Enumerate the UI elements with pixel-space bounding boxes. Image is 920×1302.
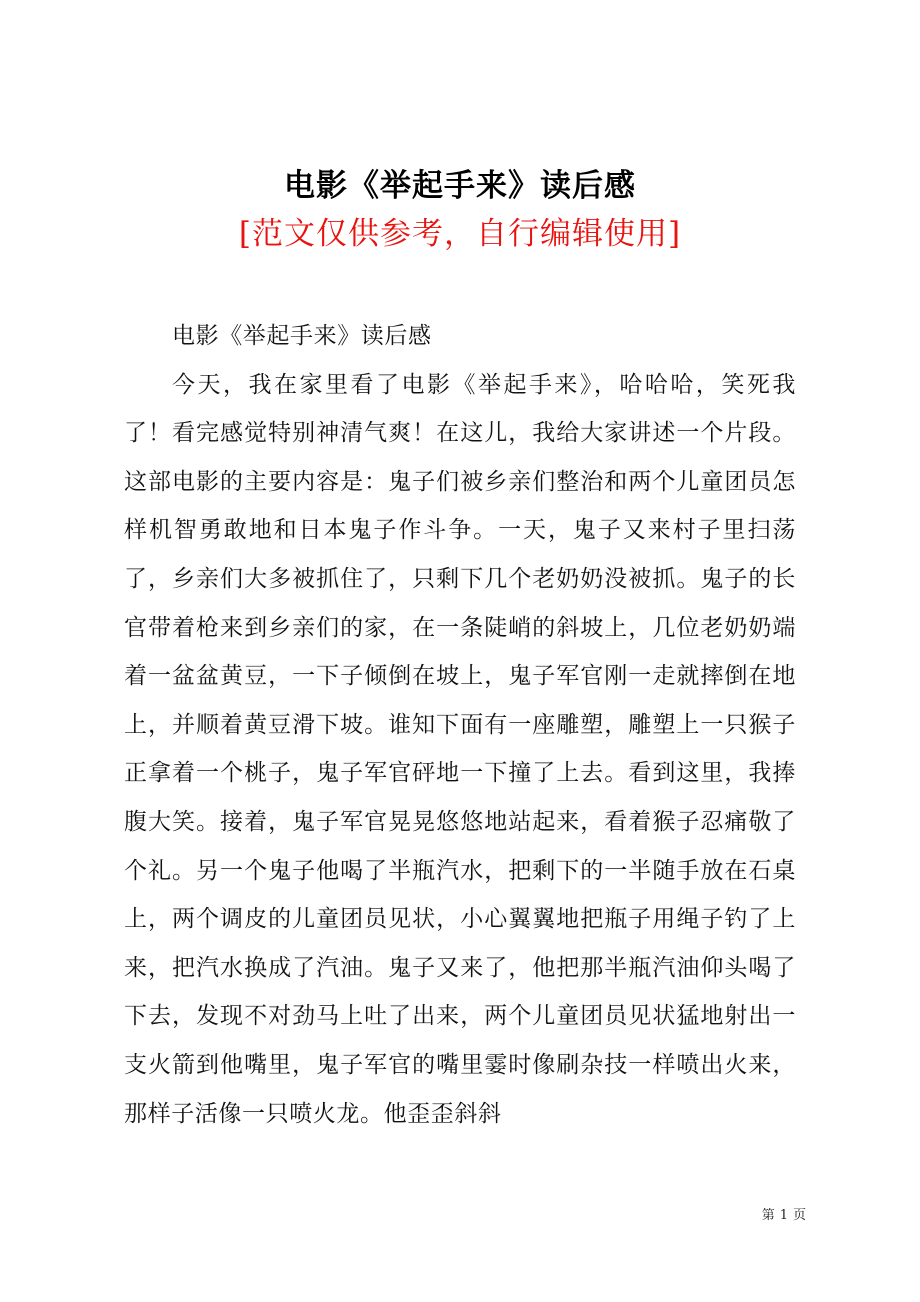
page-footer	[762, 1206, 806, 1226]
document-body	[124, 312, 796, 1138]
document-title: 电影《举起手来》读后感	[284, 168, 636, 204]
page-number: 1	[779, 1208, 788, 1223]
body-paragraph: 今天，我在家里看了电影《举起手来》，哈哈哈，笑死我了！看完感觉特别神清气爽！在这儿，我给大家讲述一个片段。这部电影的主要内容是：鬼子们被乡亲们整治和两个儿童团员怎样机智勇敢地和日本鬼子作斗争。一天，鬼子又来村子里扫荡了，乡亲们大多被抓住了，只剩下几个老奶奶没被抓。鬼子的长官带着枪来到乡亲们的家，在一条陡峭的斜坡上，几位老奶奶端着一盆盆黄豆，一下子倾倒在坡上，鬼子军官刚一走就摔倒在地上，并顺着黄豆滑下坡。谁知下面有一座雕塑，雕塑上一只猴子正拿着一个桃子，鬼子军官砰地一下撞了上去。看到这里，我捧腹大笑。接着，鬼子军官晃晃悠悠地站起来，看着猴子忍痛敬了个礼。另一个鬼子他喝了半瓶汽水，把剩下的一半随手放在石桌上，两个调皮的儿童团员见状，小心翼翼地把瓶子用绳子钓了上来，把汽水换成了汽油。鬼子又来了，他把那半瓶汽油仰头喝了下去，发现不对劲马上吐了出来，两个儿童团员见状猛地射出一支火箭到他嘴里，鬼子军官的嘴里霎时像刷杂技一样喷出火来，那样子活像一只喷火龙。他歪歪斜斜	[124, 371, 796, 1127]
footer-suffix: 页	[792, 1208, 806, 1223]
body-heading: 电影《举起手来》读后感	[172, 323, 432, 349]
disclaimer-note: [范文仅供参考，自行编辑使用]	[238, 216, 682, 252]
footer-prefix: 第	[761, 1208, 775, 1223]
